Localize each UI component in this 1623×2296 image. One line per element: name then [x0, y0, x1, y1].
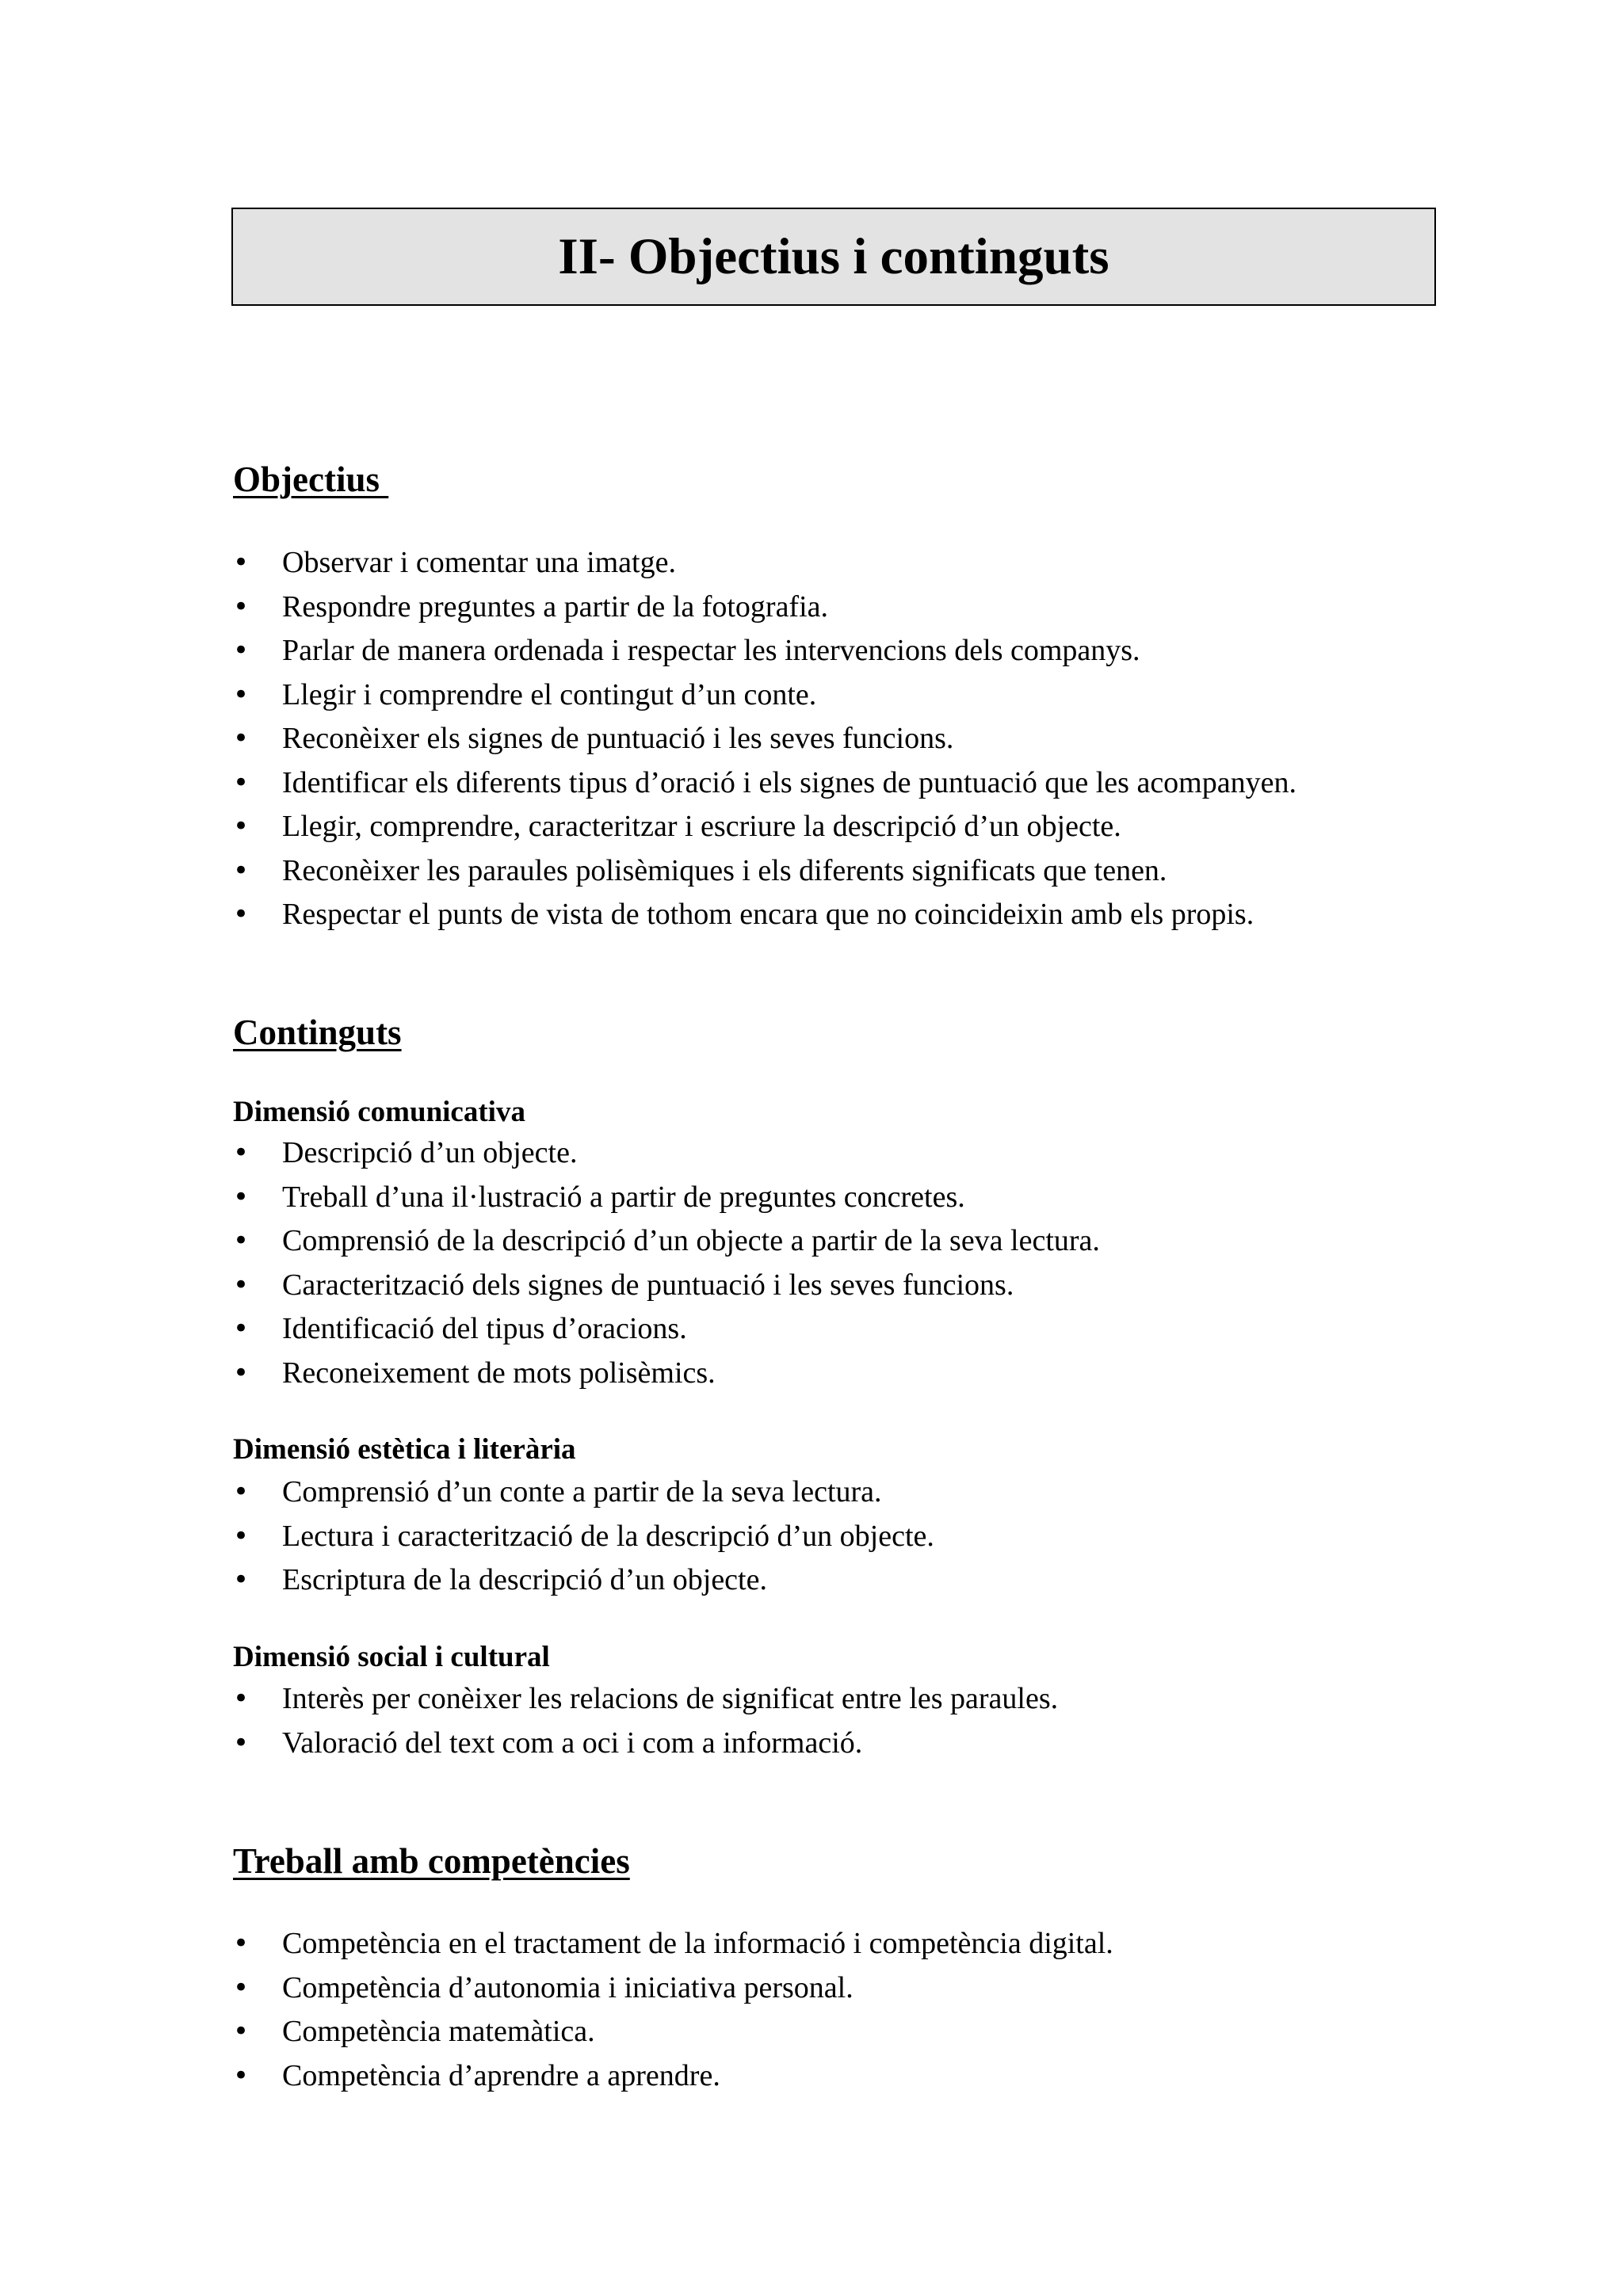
list-item: • Escriptura de la descripció d’un objecte. [233, 1558, 934, 1603]
dimensio-social-heading: Dimensió social i cultural [233, 1641, 550, 1673]
bullet-icon: • [233, 1268, 250, 1301]
dimensio-comunicativa-heading: Dimensió comunicativa [233, 1096, 525, 1128]
list-item: • Llegir, comprendre, caracteritzar i escriure la descripció d’un objecte. [233, 805, 1296, 849]
list-item: • Respondre preguntes a partir de la fotografia. [233, 585, 1296, 630]
bullet-icon: • [233, 723, 250, 754]
list-item: • Caracterització dels signes de puntuació i les seves funcions. [233, 1264, 1100, 1308]
competencies-list [233, 1922, 1113, 2098]
dimensio-social-list [233, 1677, 1058, 1765]
dimensio-estetica-heading: Dimensió estètica i literària [233, 1433, 576, 1466]
bullet-icon: • [233, 1180, 250, 1213]
bullet-icon: • [233, 2016, 250, 2047]
continguts-heading: Continguts [233, 1013, 402, 1052]
list-item: • Descripció d’un objecte. [233, 1131, 1100, 1176]
list-item: • Reconèixer les paraules polisèmiques i els diferents significats que tenen. [233, 849, 1296, 894]
bullet-icon: • [233, 1726, 250, 1759]
bullet-icon: • [233, 1520, 250, 1552]
bullet-icon: • [233, 1476, 250, 1508]
list-item: • Treball d’una il·lustració a partir de preguntes concretes. [233, 1176, 1100, 1220]
bullet-icon: • [233, 1313, 250, 1344]
list-item: • Llegir i comprendre el contingut d’un conte. [233, 673, 1296, 718]
bullet-icon: • [233, 1356, 250, 1389]
bullet-icon: • [233, 1971, 250, 2004]
bullet-icon: • [233, 898, 250, 930]
bullet-icon: • [233, 1225, 250, 1257]
list-item: • Respectar el punts de vista de tothom encara que no coincideixin amb els propis. [233, 893, 1296, 937]
objectius-heading: Objectius [233, 460, 389, 499]
title-box [231, 208, 1436, 306]
dimensio-estetica-list [233, 1470, 934, 1603]
list-item: • Competència matemàtica. [233, 2010, 1113, 2054]
dimensio-comunicativa-list [233, 1131, 1100, 1395]
bullet-icon: • [233, 1683, 250, 1714]
list-item: • Competència d’aprendre a aprendre. [233, 2054, 1113, 2099]
page-title: II- Objectius i continguts [558, 227, 1109, 285]
bullet-icon: • [233, 1564, 250, 1596]
list-item: • Identificar els diferents tipus d’oració i els signes de puntuació que les acompanyen. [233, 761, 1296, 806]
list-item: • Identificació del tipus d’oracions. [233, 1307, 1100, 1352]
list-item: • Observar i comentar una imatge. [233, 541, 1296, 585]
list-item: • Reconeixement de mots polisèmics. [233, 1352, 1100, 1396]
list-item: • Valoració del text com a oci i com a informació. [233, 1722, 1058, 1766]
bullet-icon: • [233, 590, 250, 623]
bullet-icon: • [233, 2059, 250, 2092]
list-item: • Comprensió de la descripció d’un objecte a partir de la seva lectura. [233, 1219, 1100, 1264]
list-item: • Lectura i caracterització de la descripció d’un objecte. [233, 1515, 934, 1559]
list-item: • Interès per conèixer les relacions de significat entre les paraules. [233, 1677, 1058, 1722]
list-item: • Competència d’autonomia i iniciativa personal. [233, 1966, 1113, 2011]
bullet-icon: • [233, 854, 250, 887]
list-item: • Comprensió d’un conte a partir de la seva lectura. [233, 1470, 934, 1515]
bullet-icon: • [233, 1137, 250, 1169]
bullet-icon: • [233, 766, 250, 799]
bullet-icon: • [233, 547, 250, 578]
list-item: • Competència en el tractament de la informació i competència digital. [233, 1922, 1113, 1966]
bullet-icon: • [233, 810, 250, 842]
bullet-icon: • [233, 635, 250, 666]
objectius-list [233, 541, 1296, 937]
bullet-icon: • [233, 1928, 250, 1959]
bullet-icon: • [233, 678, 250, 711]
list-item: • Reconèixer els signes de puntuació i les seves funcions. [233, 717, 1296, 761]
competencies-heading: Treball amb competències [233, 1841, 630, 1881]
list-item: • Parlar de manera ordenada i respectar les intervencions dels companys. [233, 629, 1296, 673]
